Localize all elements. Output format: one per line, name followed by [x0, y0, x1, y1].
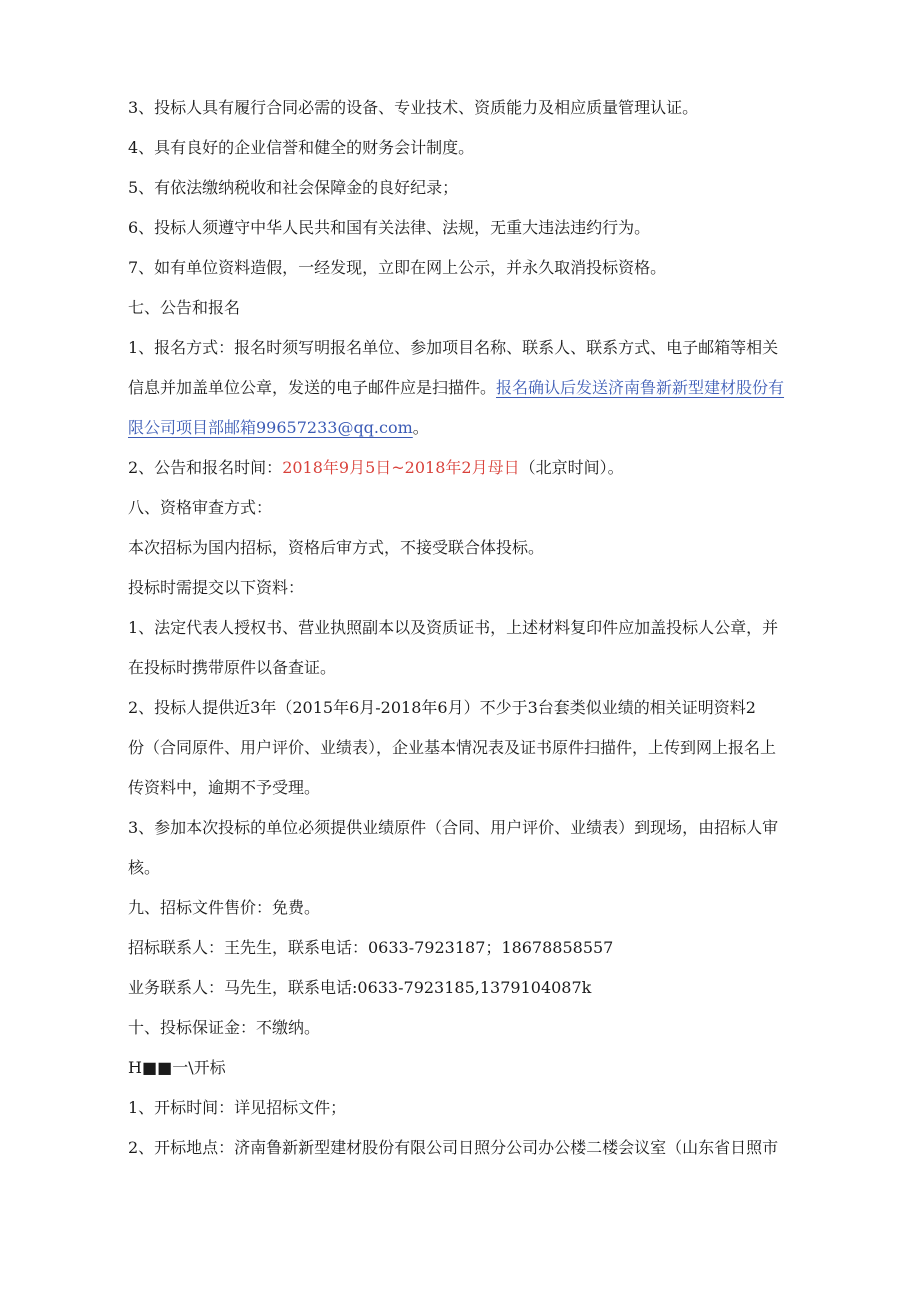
registration-email-link[interactable]: 报名确认后发送济南鲁新新型建材股份有 [496, 378, 785, 397]
registration-method-line-3 [128, 408, 828, 448]
registration-period: 。 [412, 418, 429, 437]
requirement-5: 5、有依法缴纳税收和社会保障金的良好纪录； [128, 178, 459, 197]
section-heading-7: 七、公告和报名 [128, 298, 241, 317]
registration-method-text: 信息并加盖单位公章，发送的电子邮件应是扫描件。 [128, 378, 497, 397]
requirement-6: 6、投标人须遵守中华人民共和国有关法律、法规，无重大违法违约行为。 [128, 218, 651, 237]
section-heading-10: 十、投标保证金：不缴纳。 [128, 1018, 321, 1037]
document-page [128, 88, 828, 1168]
registration-email-link-cont[interactable]: 限公司项目部邮箱99657233@qq.com [128, 418, 413, 437]
document-item-2-line-2: 份（合同原件、用户评价、业绩表），企业基本情况表及证书原件扫描件，上传到网上报名上 [128, 738, 777, 757]
opening-time: 1、开标时间：详见招标文件； [128, 1098, 347, 1117]
requirement-7: 7、如有单位资料造假，一经发现，立即在网上公示，并永久取消投标资格。 [128, 258, 667, 277]
section-heading-8: 八、资格审查方式： [128, 498, 273, 517]
section-heading-9: 九、招标文件售价：免费。 [128, 898, 321, 917]
document-item-3-line-2: 核。 [128, 858, 161, 877]
document-item-2-line-1: 2、投标人提供近3年（2015年6月-2018年6月）不少于3台套类似业绩的相关证明资料2 [128, 698, 756, 717]
announcement-timezone: （北京时间）。 [519, 458, 624, 477]
section-heading-11: H■■一\开标 [128, 1058, 226, 1077]
required-documents-intro: 投标时需提交以下资料： [128, 578, 305, 597]
announcement-time [128, 448, 828, 488]
document-item-1-line-1: 1、法定代表人授权书、营业执照副本以及资质证书，上述材料复印件应加盖投标人公章，并 [128, 618, 779, 637]
document-item-1-line-2: 在投标时携带原件以备查证。 [128, 658, 337, 677]
requirement-4: 4、具有良好的企业信誉和健全的财务会计制度。 [128, 138, 475, 157]
document-item-2-line-3: 传资料中，逾期不予受理。 [128, 778, 321, 797]
announcement-date-range: 2018年9月5日~2018年2月母日 [282, 458, 520, 477]
qualification-method: 本次招标为国内招标，资格后审方式，不接受联合体投标。 [128, 538, 545, 557]
business-contact: 业务联系人：马先生，联系电话:0633-7923185,1379104087k [128, 978, 592, 997]
document-item-3-line-1: 3、参加本次投标的单位必须提供业绩原件（合同、用户评价、业绩表）到现场，由招标人审 [128, 818, 779, 837]
opening-location: 2、开标地点：济南鲁新新型建材股份有限公司日照分公司办公楼二楼会议室（山东省日照市 [128, 1138, 779, 1157]
registration-method-line-1: 1、报名方式：报名时须写明报名单位、参加项目名称、联系人、联系方式、电子邮箱等相关 [128, 338, 779, 357]
tender-contact: 招标联系人：王先生，联系电话：0633-7923187；18678858557 [128, 938, 614, 957]
announcement-time-label: 2、公告和报名时间： [128, 458, 283, 477]
requirement-3: 3、投标人具有履行合同必需的设备、专业技术、资质能力及相应质量管理认证。 [128, 98, 699, 117]
registration-method-line-2 [128, 368, 828, 408]
